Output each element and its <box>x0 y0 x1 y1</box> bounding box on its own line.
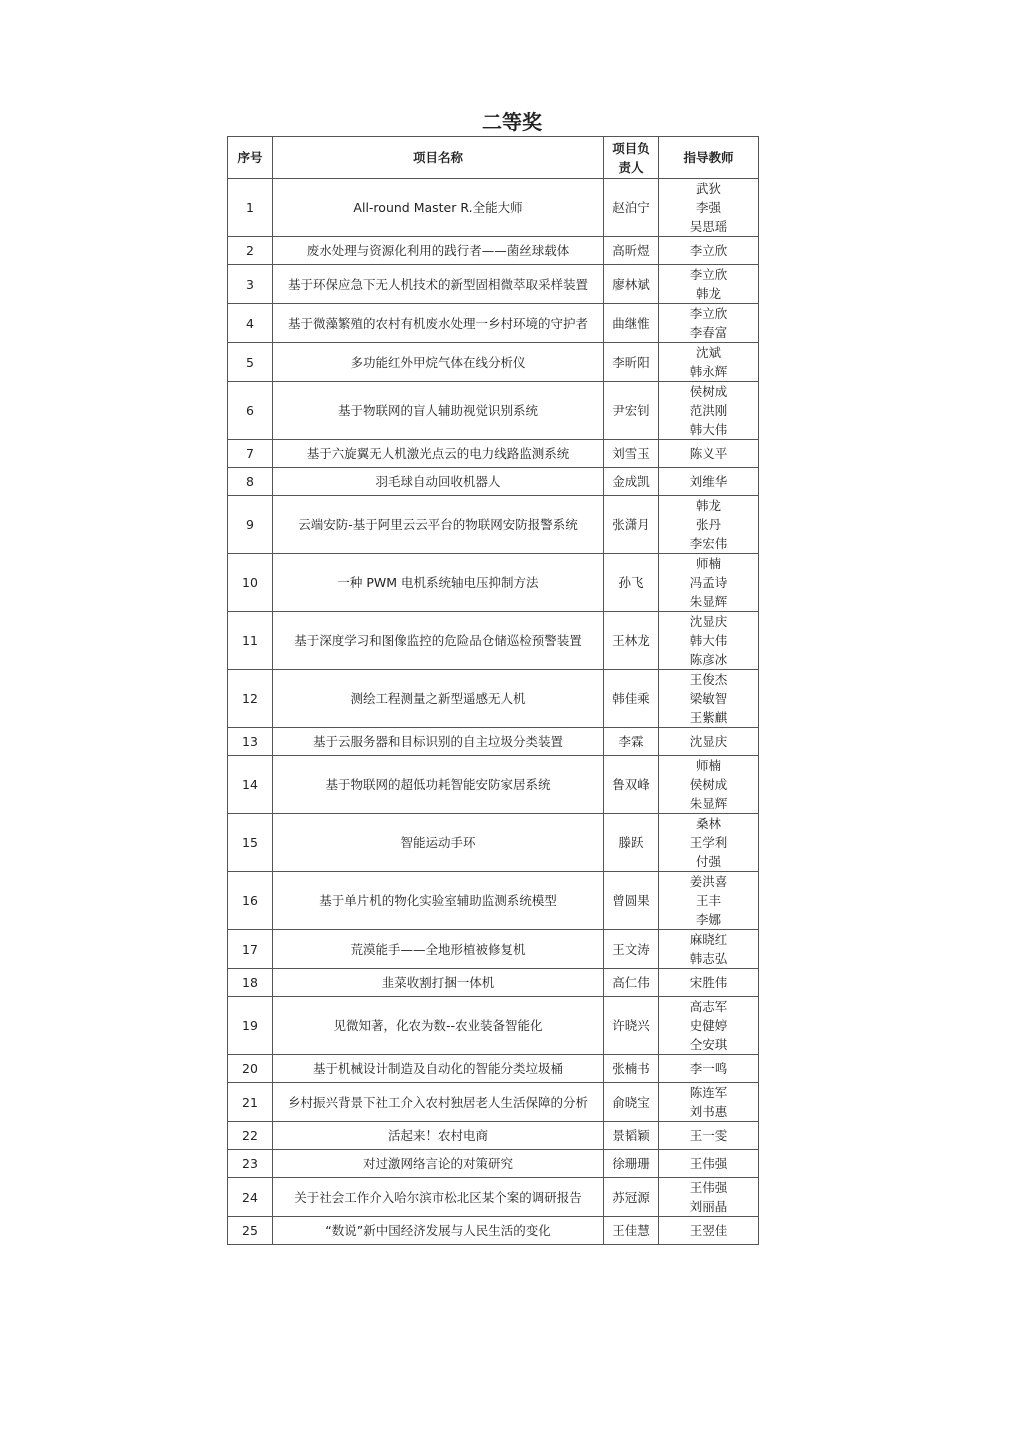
cell-project-name: 基于云服务器和目标识别的自主垃圾分类装置 <box>273 728 604 756</box>
cell-no: 8 <box>228 468 273 496</box>
cell-project-name: 基于单片机的物化实验室辅助监测系统模型 <box>273 872 604 930</box>
advisor-name: 韩龙 <box>695 498 721 513</box>
cell-no: 4 <box>228 304 273 343</box>
advisor-name: 王伟强 <box>689 1156 728 1171</box>
cell-advisors <box>659 343 759 382</box>
cell-project-name: 测绘工程测量之新型遥感无人机 <box>273 670 604 728</box>
advisor-name: 冯孟诗 <box>689 575 728 590</box>
table-row <box>228 440 759 468</box>
cell-leader: 张楠书 <box>604 1055 659 1083</box>
cell-leader: 王林龙 <box>604 612 659 670</box>
advisor-name: 麻晓红 <box>689 932 728 947</box>
advisor-name: 朱显辉 <box>689 796 728 811</box>
header-leader-line1: 项目负 <box>612 140 650 156</box>
cell-advisors <box>659 930 759 969</box>
table-row <box>228 756 759 814</box>
advisor-name: 刘丽晶 <box>689 1199 728 1214</box>
cell-no: 1 <box>228 179 273 237</box>
awards-table <box>227 136 759 1245</box>
advisor-name: 李春富 <box>689 325 728 340</box>
advisor-name: 王紫麒 <box>689 710 728 725</box>
cell-project-name: 活起来！农村电商 <box>273 1122 604 1150</box>
cell-no: 15 <box>228 814 273 872</box>
header-name: 项目名称 <box>273 137 604 179</box>
cell-no: 5 <box>228 343 273 382</box>
table-row <box>228 612 759 670</box>
cell-no: 16 <box>228 872 273 930</box>
table-row <box>228 1217 759 1245</box>
advisor-name: 王翌佳 <box>689 1223 728 1238</box>
cell-project-name: 对过激网络言论的对策研究 <box>273 1150 604 1178</box>
advisor-name: 王一雯 <box>689 1128 728 1143</box>
table-row <box>228 1150 759 1178</box>
advisor-name: 沈显庆 <box>689 734 728 749</box>
cell-advisors <box>659 468 759 496</box>
advisor-name: 侯树成 <box>689 384 728 399</box>
table-row <box>228 1083 759 1122</box>
cell-advisors <box>659 304 759 343</box>
cell-advisors <box>659 1150 759 1178</box>
cell-advisors <box>659 814 759 872</box>
advisor-name: 陈彦冰 <box>689 652 728 667</box>
advisor-name: 张丹 <box>695 517 721 532</box>
cell-leader: 王文涛 <box>604 930 659 969</box>
advisor-name: 梁敏智 <box>689 691 728 706</box>
cell-leader: 许晓兴 <box>604 997 659 1055</box>
cell-leader: 曾圆果 <box>604 872 659 930</box>
advisor-name: 桑林 <box>695 816 721 831</box>
cell-project-name: 基于机械设计制造及自动化的智能分类垃圾桶 <box>273 1055 604 1083</box>
advisor-name: 李一鸣 <box>689 1061 728 1076</box>
cell-advisors <box>659 1217 759 1245</box>
cell-advisors <box>659 237 759 265</box>
advisor-name: 仝安琪 <box>689 1037 728 1052</box>
advisor-name: 朱显辉 <box>689 594 728 609</box>
header-leader-line2: 责人 <box>618 159 644 175</box>
advisor-name: 李娜 <box>695 912 721 927</box>
cell-project-name: 关于社会工作介入哈尔滨市松北区某个案的调研报告 <box>273 1178 604 1217</box>
cell-leader: 刘雪玉 <box>604 440 659 468</box>
table-row <box>228 997 759 1055</box>
cell-project-name: 乡村振兴背景下社工介入农村独居老人生活保障的分析 <box>273 1083 604 1122</box>
table-row <box>228 179 759 237</box>
cell-leader: 高仁伟 <box>604 969 659 997</box>
cell-no: 19 <box>228 997 273 1055</box>
cell-no: 3 <box>228 265 273 304</box>
cell-advisors <box>659 1055 759 1083</box>
table-row <box>228 237 759 265</box>
table-row <box>228 554 759 612</box>
cell-leader: 苏冠源 <box>604 1178 659 1217</box>
cell-advisors <box>659 179 759 237</box>
advisor-name: 师楠 <box>695 556 721 571</box>
cell-advisors <box>659 496 759 554</box>
advisor-name: 沈斌 <box>695 345 721 360</box>
table-row <box>228 1122 759 1150</box>
cell-advisors <box>659 1122 759 1150</box>
advisor-name: 李立欣 <box>689 306 728 321</box>
cell-project-name: 基于环保应急下无人机技术的新型固相微萃取采样装置 <box>273 265 604 304</box>
advisor-name: 姜洪喜 <box>689 874 728 889</box>
cell-no: 22 <box>228 1122 273 1150</box>
cell-project-name: 羽毛球自动回收机器人 <box>273 468 604 496</box>
advisor-name: 韩龙 <box>695 286 721 301</box>
cell-project-name: 基于物联网的超低功耗智能安防家居系统 <box>273 756 604 814</box>
cell-no: 23 <box>228 1150 273 1178</box>
cell-no: 21 <box>228 1083 273 1122</box>
cell-no: 18 <box>228 969 273 997</box>
cell-leader: 滕跃 <box>604 814 659 872</box>
table-row <box>228 930 759 969</box>
advisor-name: 刘书惠 <box>689 1104 728 1119</box>
advisor-name: 李立欣 <box>689 267 728 282</box>
cell-project-name: 基于六旋翼无人机激光点云的电力线路监测系统 <box>273 440 604 468</box>
table-row <box>228 468 759 496</box>
table-header-row <box>228 137 759 179</box>
cell-leader: 曲继惟 <box>604 304 659 343</box>
table-row <box>228 872 759 930</box>
advisor-name: 武狄 <box>695 181 721 196</box>
advisor-name: 高志军 <box>689 999 728 1014</box>
cell-no: 10 <box>228 554 273 612</box>
cell-leader: 廖林斌 <box>604 265 659 304</box>
cell-project-name: 智能运动手环 <box>273 814 604 872</box>
table-row <box>228 728 759 756</box>
cell-advisors <box>659 1178 759 1217</box>
cell-advisors <box>659 728 759 756</box>
cell-leader: 张潇月 <box>604 496 659 554</box>
cell-advisors <box>659 1083 759 1122</box>
cell-project-name: 基于微藻繁殖的农村有机废水处理一乡村环境的守护者 <box>273 304 604 343</box>
advisor-name: 史健婷 <box>689 1018 728 1033</box>
cell-project-name: 基于物联网的盲人辅助视觉识别系统 <box>273 382 604 440</box>
cell-project-name: 云端安防-基于阿里云云平台的物联网安防报警系统 <box>273 496 604 554</box>
header-advisors: 指导教师 <box>659 137 759 179</box>
advisor-name: 沈显庆 <box>689 614 728 629</box>
cell-leader: 赵泊宁 <box>604 179 659 237</box>
cell-no: 6 <box>228 382 273 440</box>
cell-project-name: 见微知著，化农为数--农业装备智能化 <box>273 997 604 1055</box>
cell-project-name: 荒漠能手——全地形植被修复机 <box>273 930 604 969</box>
cell-advisors <box>659 612 759 670</box>
advisor-name: 王丰 <box>695 893 721 908</box>
cell-advisors <box>659 756 759 814</box>
header-leader <box>604 137 659 179</box>
table-row <box>228 1055 759 1083</box>
cell-no: 7 <box>228 440 273 468</box>
cell-no: 20 <box>228 1055 273 1083</box>
cell-leader: 徐珊珊 <box>604 1150 659 1178</box>
advisor-name: 李宏伟 <box>689 536 728 551</box>
cell-no: 11 <box>228 612 273 670</box>
cell-leader: 李霖 <box>604 728 659 756</box>
cell-no: 9 <box>228 496 273 554</box>
cell-advisors <box>659 872 759 930</box>
cell-project-name: 韭菜收割打捆一体机 <box>273 969 604 997</box>
cell-leader: 金成凯 <box>604 468 659 496</box>
cell-leader: 孙飞 <box>604 554 659 612</box>
cell-advisors <box>659 670 759 728</box>
cell-project-name: “数说”新中国经济发展与人民生活的变化 <box>273 1217 604 1245</box>
table-row <box>228 382 759 440</box>
cell-advisors <box>659 440 759 468</box>
table-row <box>228 265 759 304</box>
table-row <box>228 304 759 343</box>
cell-leader: 俞晓宝 <box>604 1083 659 1122</box>
table-row <box>228 814 759 872</box>
advisor-name: 师楠 <box>695 758 721 773</box>
cell-no: 13 <box>228 728 273 756</box>
cell-leader: 李昕阳 <box>604 343 659 382</box>
advisor-name: 李强 <box>695 200 721 215</box>
cell-no: 12 <box>228 670 273 728</box>
cell-advisors <box>659 382 759 440</box>
cell-no: 25 <box>228 1217 273 1245</box>
advisor-name: 韩大伟 <box>689 422 728 437</box>
cell-no: 2 <box>228 237 273 265</box>
cell-project-name: 基于深度学习和图像监控的危险品仓储巡检预警装置 <box>273 612 604 670</box>
table-row <box>228 496 759 554</box>
cell-project-name: 一种 PWM 电机系统轴电压抑制方法 <box>273 554 604 612</box>
advisor-name: 陈连军 <box>689 1085 728 1100</box>
advisor-name: 付强 <box>695 854 721 869</box>
advisor-name: 韩志弘 <box>689 951 728 966</box>
advisor-name: 吴思瑶 <box>689 219 728 234</box>
advisor-name: 韩大伟 <box>689 633 728 648</box>
advisor-name: 王俊杰 <box>689 672 728 687</box>
cell-leader: 景韬颖 <box>604 1122 659 1150</box>
cell-project-name: 多功能红外甲烷气体在线分析仪 <box>273 343 604 382</box>
cell-leader: 尹宏钊 <box>604 382 659 440</box>
cell-no: 24 <box>228 1178 273 1217</box>
table-row <box>228 1178 759 1217</box>
cell-advisors <box>659 265 759 304</box>
cell-leader: 鲁双峰 <box>604 756 659 814</box>
cell-leader: 高昕煜 <box>604 237 659 265</box>
cell-project-name: 废水处理与资源化利用的践行者——菌丝球载体 <box>273 237 604 265</box>
page-title: 二等奖 <box>482 110 542 134</box>
table-row <box>228 670 759 728</box>
advisor-name: 韩永辉 <box>689 364 728 379</box>
cell-advisors <box>659 969 759 997</box>
cell-advisors <box>659 554 759 612</box>
cell-project-name: All-round Master R.全能大师 <box>273 179 604 237</box>
header-no: 序号 <box>228 137 273 179</box>
advisor-name: 王伟强 <box>689 1180 728 1195</box>
advisor-name: 李立欣 <box>689 243 728 258</box>
cell-leader: 韩佳乘 <box>604 670 659 728</box>
cell-no: 14 <box>228 756 273 814</box>
advisor-name: 陈义平 <box>689 446 728 461</box>
table-body <box>228 179 759 1245</box>
advisor-name: 刘维华 <box>689 474 728 489</box>
cell-leader: 王佳慧 <box>604 1217 659 1245</box>
cell-no: 17 <box>228 930 273 969</box>
table-row <box>228 969 759 997</box>
advisor-name: 宋胜伟 <box>689 975 728 990</box>
table-row <box>228 343 759 382</box>
advisor-name: 侯树成 <box>689 777 728 792</box>
advisor-name: 王学利 <box>689 835 728 850</box>
cell-advisors <box>659 997 759 1055</box>
advisor-name: 范洪刚 <box>689 403 728 418</box>
